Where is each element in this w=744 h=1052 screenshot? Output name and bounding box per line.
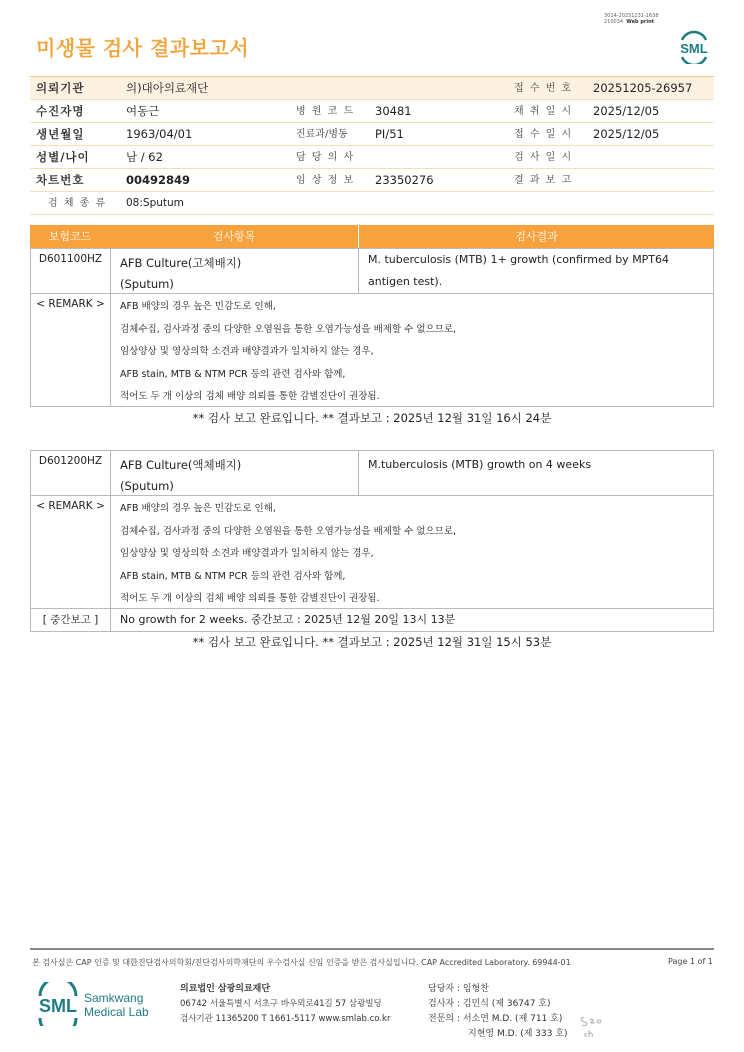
corp-name: 의료법인 삼광의료재단 bbox=[180, 984, 271, 994]
chart-value: 00492849 bbox=[126, 173, 191, 187]
sex-age-value: 남 / 62 bbox=[126, 150, 163, 164]
test-item-specimen: (Sputum) bbox=[120, 479, 174, 493]
report-complete-1: ** 검사 보고 완료입니다. ** 결과보고 : 2025년 12월 31일 16시 24분 bbox=[192, 411, 552, 425]
test-item-specimen: (Sputum) bbox=[120, 277, 174, 291]
remark-row bbox=[31, 294, 713, 406]
remark-line: AFB 배양의 경우 높은 민감도로 인해, bbox=[120, 503, 276, 514]
test-date-label: 검 사 일 시 bbox=[514, 152, 573, 163]
specimen-value: 08:Sputum bbox=[126, 197, 184, 209]
test-block bbox=[30, 450, 714, 632]
info-row bbox=[30, 100, 714, 123]
report-title: 미생물 검사 결과보고서 bbox=[36, 36, 250, 60]
test-item-name: AFB Culture(액체배지) bbox=[120, 458, 242, 472]
logo-name-2: Medical Lab bbox=[84, 1005, 149, 1019]
logo-text: SML bbox=[680, 41, 708, 56]
remark-line: 검체수집, 검사과정 중의 다양한 오염원을 통한 오염가능성을 배제할 수 없으므로, bbox=[120, 525, 457, 537]
requester-value: 의)대아의료재단 bbox=[126, 81, 209, 95]
clinical-label: 임 상 정 보 bbox=[296, 175, 355, 186]
hospital-code-label: 병 원 코 드 bbox=[296, 106, 355, 117]
collect-date-label: 채 취 일 시 bbox=[514, 106, 573, 117]
interim-text: No growth for 2 weeks. 중간보고 : 2025년 12월 20일 13시 13분 bbox=[120, 613, 456, 626]
remark-row bbox=[31, 496, 713, 609]
info-row bbox=[30, 192, 714, 215]
dob-value: 1963/04/01 bbox=[126, 127, 193, 141]
test-item bbox=[111, 451, 359, 495]
requester-label: 의뢰기관 bbox=[36, 81, 85, 95]
test-row bbox=[31, 249, 713, 294]
specialist-2: 지현영 M.D. (제 333 호) bbox=[468, 1029, 568, 1039]
clinical-value: 23350276 bbox=[375, 173, 434, 187]
patient-info bbox=[30, 76, 714, 215]
corp-info bbox=[180, 982, 390, 1027]
dob-label: 생년월일 bbox=[36, 127, 85, 141]
col-code: 보험코드 bbox=[48, 230, 92, 243]
specialist-1: 전문의 : 서소연 M.D. (제 711 호) bbox=[428, 1014, 563, 1024]
dept-value: PI/51 bbox=[375, 127, 404, 141]
remark-line: 임상양상 및 영상의학 소견과 배양결과가 일치하지 않는 경우, bbox=[120, 548, 374, 560]
test-item-name: AFB Culture(고체배지) bbox=[120, 256, 242, 270]
name-label: 수진자명 bbox=[36, 104, 85, 118]
col-item: 검사항목 bbox=[212, 230, 256, 243]
result-report-label: 결 과 보 고 bbox=[514, 175, 573, 186]
test-result: M. tuberculosis (MTB) 1+ growth (confirmed by MPT64 antigen test). bbox=[368, 253, 670, 288]
test-block bbox=[30, 248, 714, 407]
collect-date-value: 2025/12/05 bbox=[593, 104, 660, 118]
staff-info bbox=[428, 982, 568, 1042]
test-item bbox=[111, 249, 359, 293]
receive-date-label: 접 수 일 시 bbox=[514, 129, 573, 140]
print-label: Web print bbox=[626, 19, 655, 25]
remark-line: 적어도 두 개 이상의 검체 배양 의뢰를 통한 감별진단이 권장됨. bbox=[120, 593, 380, 605]
info-row bbox=[30, 123, 714, 146]
remark-label: < REMARK > bbox=[31, 294, 111, 406]
signature bbox=[578, 1010, 608, 1040]
page-number: Page 1 of 1 bbox=[668, 957, 713, 966]
col-result: 검사결과 bbox=[358, 225, 714, 248]
remark-line: AFB 배양의 경우 높은 민감도로 인해, bbox=[120, 301, 276, 312]
remark-label: < REMARK > bbox=[31, 496, 111, 608]
remark-line: 적어도 두 개 이상의 검체 배양 의뢰를 통한 감별진단이 권장됨. bbox=[120, 391, 380, 403]
name-value: 여동근 bbox=[126, 104, 160, 118]
tester: 검사자 : 김민식 (제 36747 호) bbox=[428, 999, 551, 1009]
test-code: D601100HZ bbox=[31, 249, 111, 293]
sml-logo bbox=[674, 26, 714, 64]
interim-label: [ 중간보고 ] bbox=[31, 609, 111, 631]
sex-age-label: 성별/나이 bbox=[36, 150, 90, 164]
remark-line: 검체수집, 검사과정 중의 다양한 오염원을 통한 오염가능성을 배제할 수 없으므로, bbox=[120, 323, 457, 335]
specimen-label: 검 체 종 류 bbox=[48, 198, 107, 209]
remark-line: AFB stain, MTB & NTM PCR 등의 관련 검사와 함께, bbox=[120, 368, 346, 380]
receive-date-value: 2025/12/05 bbox=[593, 127, 660, 141]
info-row bbox=[30, 169, 714, 192]
chart-label: 차트번호 bbox=[36, 173, 85, 187]
test-code: D601200HZ bbox=[31, 451, 111, 495]
samkwang-logo bbox=[36, 982, 158, 1026]
manager: 담당자 : 임형찬 bbox=[428, 984, 489, 994]
info-row bbox=[30, 146, 714, 169]
doctor-label: 담 당 의 사 bbox=[296, 152, 355, 163]
info-row bbox=[30, 77, 714, 100]
interim-row bbox=[31, 609, 713, 631]
report-complete-2: ** 검사 보고 완료입니다. ** 결과보고 : 2025년 12월 31일 15시 53분 bbox=[192, 635, 552, 649]
corp-address: 06742 서울특별시 서초구 바우뫼로41길 57 삼광빌딩 bbox=[180, 999, 382, 1009]
remark-text bbox=[111, 294, 713, 406]
print-stamp bbox=[604, 13, 659, 25]
test-row bbox=[31, 451, 713, 496]
remark-line: 임상양상 및 영상의학 소견과 배양결과가 일치하지 않는 경우, bbox=[120, 346, 374, 358]
dept-label: 진료과/병동 bbox=[296, 129, 348, 140]
certification-note: 본 검사실은 CAP 인증 및 대한진단검사의학회/진단검사의학재단의 우수검사실 신임 인증을 받은 검사실입니다. CAP Accredited Laboratory. 69944-01 bbox=[32, 958, 571, 967]
hospital-code-value: 30481 bbox=[375, 104, 412, 118]
logo-sml: SML bbox=[39, 996, 77, 1016]
test-result: M.tuberculosis (MTB) growth on 4 weeks bbox=[368, 458, 592, 471]
logo-name-1: Samkwang bbox=[84, 991, 144, 1005]
remark-text bbox=[111, 496, 713, 608]
reception-no-value: 20251205-26957 bbox=[593, 81, 693, 95]
corp-contact: 검사기관 11365200 T 1661-5117 www.smlab.co.kr bbox=[180, 1014, 391, 1024]
results-header bbox=[30, 225, 714, 248]
reception-no-label: 접 수 번 호 bbox=[514, 83, 573, 94]
print-code-2: 210034 bbox=[604, 19, 624, 25]
print-code: 3014-20251231-1638 bbox=[604, 13, 659, 19]
footer-divider bbox=[30, 948, 714, 950]
remark-line: AFB stain, MTB & NTM PCR 등의 관련 검사와 함께, bbox=[120, 570, 346, 582]
